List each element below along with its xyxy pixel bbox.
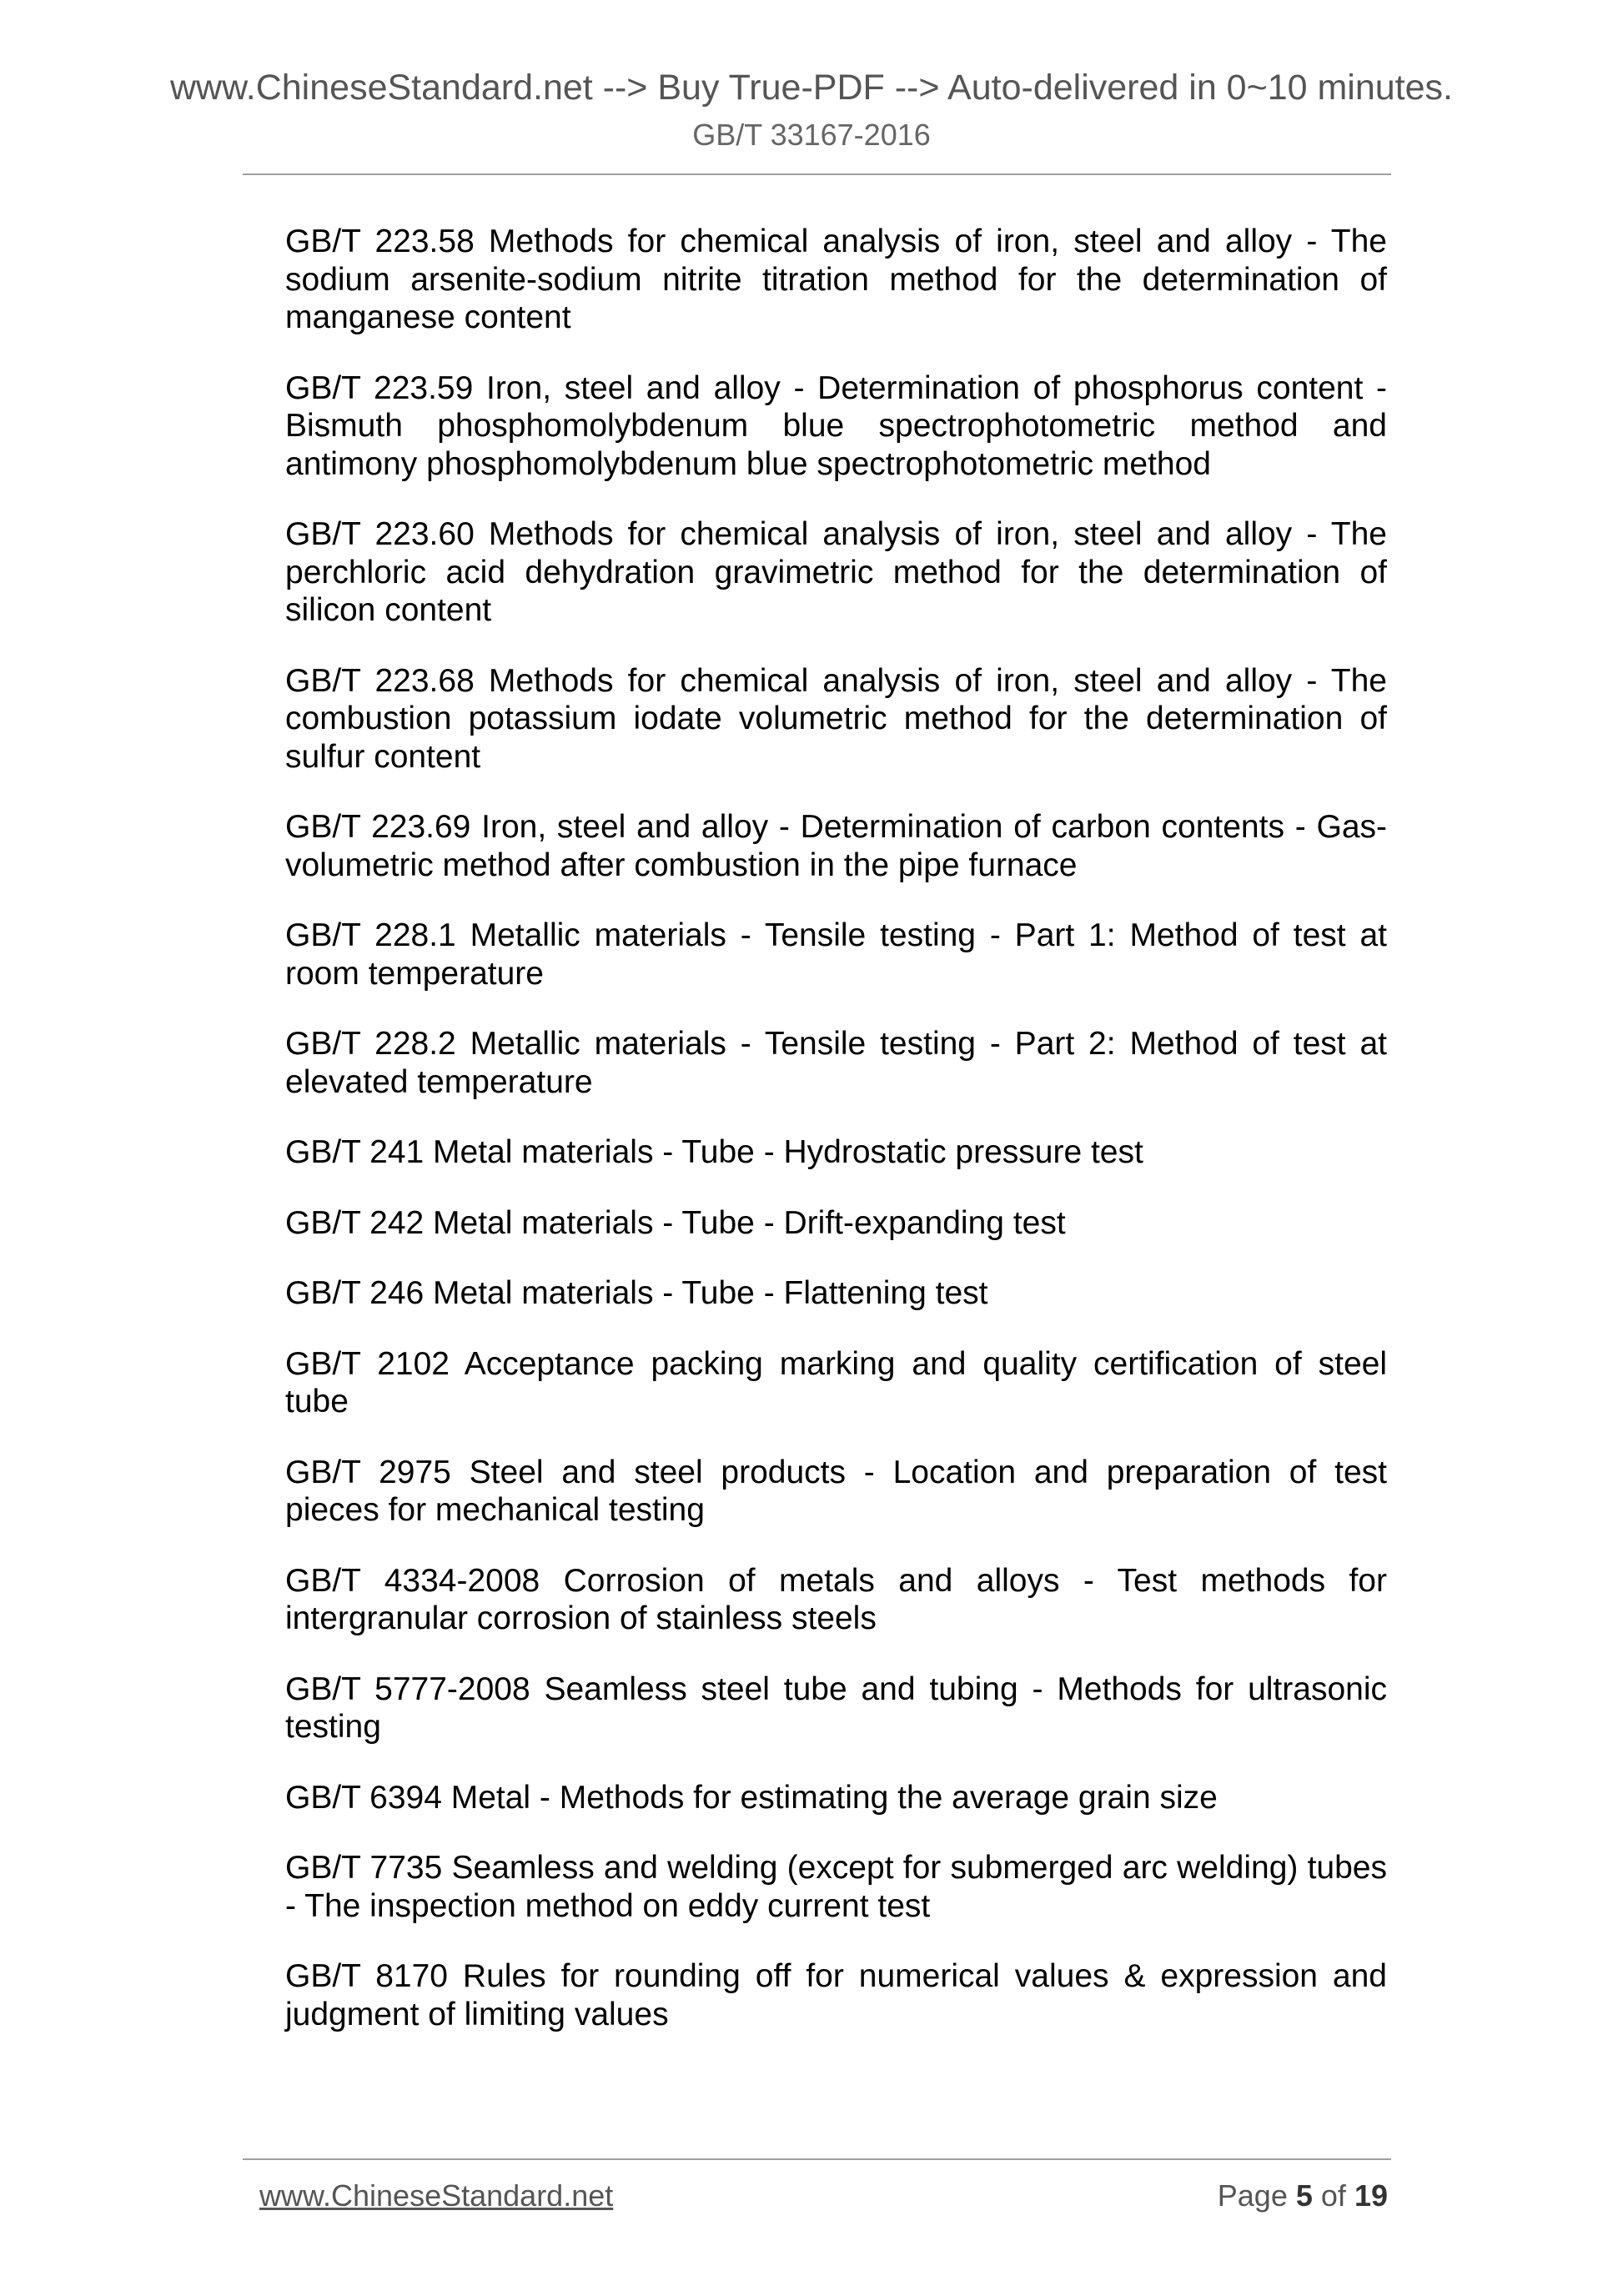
page-current: 5 (1295, 2178, 1313, 2213)
reference-item: GB/T 246 Metal materials - Tube - Flattening test (285, 1275, 988, 1311)
reference-item: GB/T 241 Metal materials - Tube - Hydrostatic pressure test (285, 1134, 1143, 1170)
reference-item: GB/T 4334-2008 Corrosion of metals and alloys - Test methods for intergranular corrosion of stainless steels (285, 1562, 1387, 1636)
reference-item: GB/T 5777-2008 Seamless steel tube and tubing - Methods for ultrasonic testing (285, 1671, 1387, 1745)
reference-item: GB/T 7735 Seamless and welding (except for submerged arc welding) tubes - The inspection method on eddy current test (285, 1850, 1387, 1924)
footer-site-link[interactable]: www.ChineseStandard.net (259, 2178, 614, 2213)
reference-item: GB/T 8170 Rules for rounding off for numerical values & expression and judgment of limiting values (285, 1958, 1387, 2032)
reference-item: GB/T 2102 Acceptance packing marking and quality certification of steel tube (285, 1345, 1387, 1419)
reference-item: GB/T 2975 Steel and steel products - Location and preparation of test pieces for mechanical testing (285, 1454, 1387, 1528)
footer-divider (243, 2158, 1391, 2160)
header-banner[interactable]: www.ChineseStandard.net --> Buy True-PDF --> Auto-delivered in 0~10 minutes. (169, 68, 1453, 108)
page-number (1218, 2177, 1388, 2215)
reference-item: GB/T 223.68 Methods for chemical analysis of iron, steel and alloy - The combustion potassium iodate volumetric method for the determination of sulfur content (285, 662, 1387, 775)
reference-item: GB/T 6394 Metal - Methods for estimating the average grain size (285, 1779, 1218, 1816)
page-total: 19 (1354, 2178, 1388, 2213)
reference-item: GB/T 223.60 Methods for chemical analysis of iron, steel and alloy - The perchloric acid dehydration gravimetric method for the determination of silicon content (285, 516, 1387, 628)
reference-list (285, 223, 1387, 2066)
page-of: of (1320, 2178, 1346, 2213)
reference-item: GB/T 223.69 Iron, steel and alloy - Determination of carbon contents - Gas-volumetric method after combustion in the pipe furnace (285, 809, 1387, 883)
header-divider (243, 173, 1391, 175)
reference-item: GB/T 223.58 Methods for chemical analysis of iron, steel and alloy - The sodium arsenite-sodium nitrite titration method for the determination of manganese content (285, 224, 1387, 335)
reference-item: GB/T 223.59 Iron, steel and alloy - Determination of phosphorus content - Bismuth phosphomolybdenum blue spectrophotometric method and antimony phosphomolybdenum blue spectrophotometric method (285, 369, 1387, 482)
page-prefix: Page (1217, 2178, 1288, 2213)
reference-item: GB/T 242 Metal materials - Tube - Drift-expanding test (285, 1204, 1066, 1241)
reference-item: GB/T 228.2 Metallic materials - Tensile testing - Part 2: Method of test at elevated temperature (285, 1026, 1387, 1100)
standard-code: GB/T 33167-2016 (692, 118, 931, 152)
reference-item: GB/T 228.1 Metallic materials - Tensile testing - Part 1: Method of test at room temperature (285, 917, 1387, 992)
